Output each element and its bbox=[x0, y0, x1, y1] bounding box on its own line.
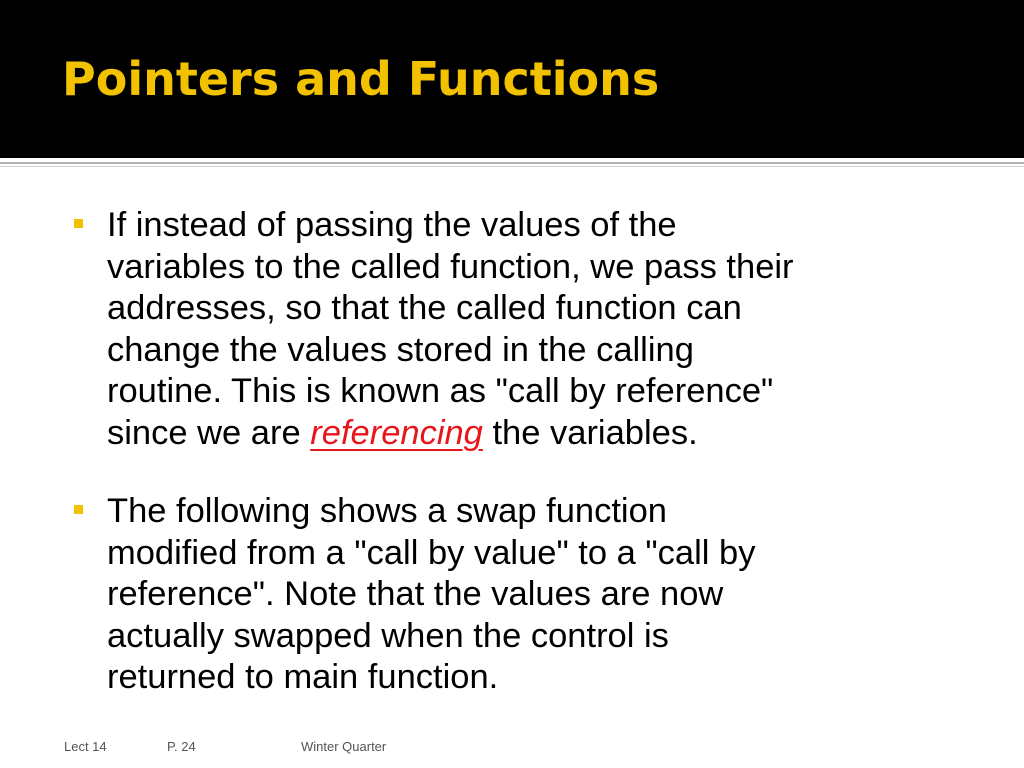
bullet-text-line: variables to the called function, we pass their bbox=[107, 247, 794, 286]
bullet-text-line: The following shows a swap function bbox=[107, 492, 667, 530]
title-bar bbox=[0, 0, 1024, 158]
text-after-emphasis: the variables. bbox=[482, 413, 698, 452]
bullet-item-call-by-reference bbox=[107, 205, 987, 454]
bullet-text-line: routine. This is known as "call by reference" bbox=[107, 372, 774, 410]
emphasized-word: referencing bbox=[310, 413, 483, 452]
slide-title: Pointers and Functions bbox=[62, 52, 660, 106]
bullet-text-line: actually swapped when the control is bbox=[107, 616, 669, 655]
square-bullet-icon bbox=[74, 505, 83, 514]
square-bullet-icon bbox=[74, 219, 83, 228]
footer-lecture: Lect 14 bbox=[64, 739, 107, 754]
bullet-text-line: reference". Note that the values are now bbox=[107, 575, 724, 613]
bullet-text-line: modified from a "call by value" to a "call by bbox=[107, 533, 756, 572]
text-before-emphasis: since we are bbox=[107, 413, 311, 452]
title-divider bbox=[0, 162, 1024, 164]
footer-page-number: P. 24 bbox=[167, 739, 196, 754]
bullet-text-line-emphasis bbox=[107, 413, 987, 455]
title-divider-thin bbox=[0, 166, 1024, 167]
bullet-text-line: If instead of passing the values of the bbox=[107, 206, 677, 244]
bullet-item-swap-function bbox=[107, 491, 987, 699]
bullet-text-line: returned to main function. bbox=[107, 658, 499, 696]
footer-term: Winter Quarter bbox=[301, 739, 387, 754]
bullet-text-line: addresses, so that the called function can bbox=[107, 289, 742, 327]
bullet-text-line: change the values stored in the calling bbox=[107, 330, 694, 369]
